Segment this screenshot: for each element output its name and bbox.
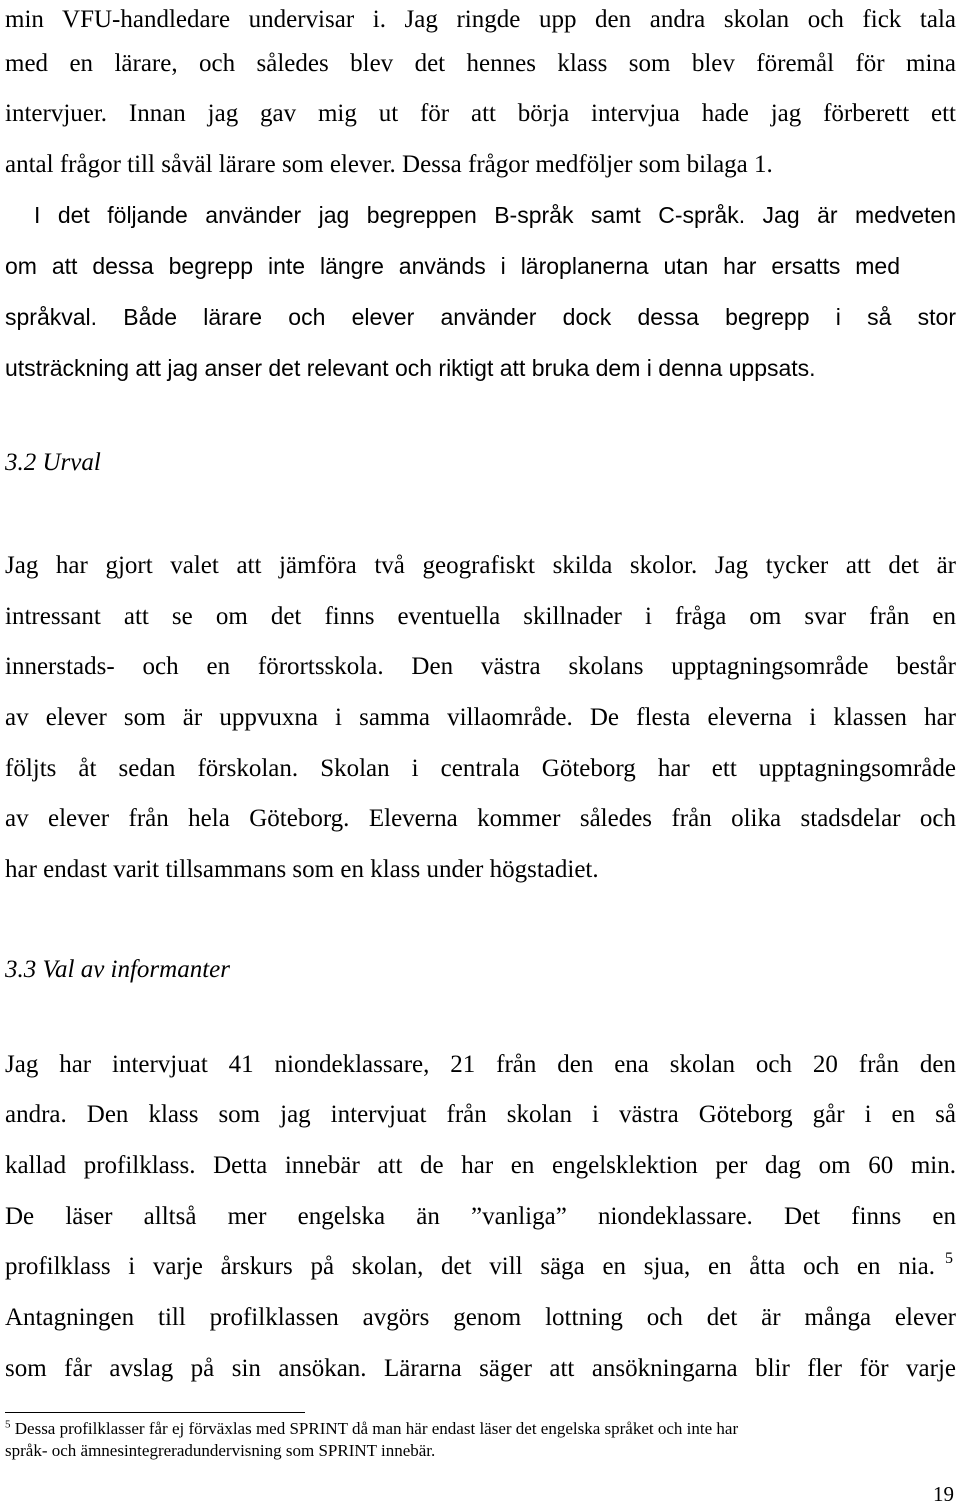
paragraph-line: profilklass i varje årskurs på skolan, det vill säga en sjua, en åtta och en nia. 5 [5, 1241, 956, 1292]
paragraph-line: utsträckning att jag anser det relevant och riktigt att bruka dem i denna uppsats. [5, 355, 816, 381]
section-heading: 3.2 Urval [5, 449, 101, 476]
footnote-line [5, 1418, 935, 1440]
paragraph-line: språkval. Både lärare och elever använder dock dessa begrepp i så stor [5, 304, 956, 330]
page-number: 19 [933, 1482, 954, 1506]
paragraph-line: Jag har gjort valet att jämföra två geografiskt skilda skolor. Jag tycker att det är [5, 552, 956, 579]
paragraph-line: min VFU-handledare undervisar i. Jag ringde upp den andra skolan och fick tala [5, 6, 956, 33]
paragraph-line: följts åt sedan förskolan. Skolan i centrala Göteborg har ett upptagningsområde [5, 755, 956, 782]
paragraph-line: intervjuer. Innan jag gav mig ut för att börja intervjua hade jag förberett ett [5, 100, 956, 127]
section-heading: 3.3 Val av informanter [5, 956, 230, 983]
paragraph-line: Jag har intervjuat 41 niondeklassare, 21 från den ena skolan och 20 från den [5, 1051, 956, 1078]
paragraph-line-text: profilklass i varje årskurs på skolan, det vill säga en sjua, en åtta och en nia. [5, 1253, 935, 1280]
paragraph-line: har endast varit tillsammans som en klass under högstadiet. [5, 856, 599, 883]
paragraph-line: kallad profilklass. Detta innebär att de har en engelsklektion per dag om 60 min. [5, 1152, 956, 1179]
paragraph-line: andra. Den klass som jag intervjuat från skolan i västra Göteborg går i en så [5, 1101, 956, 1128]
paragraph-line: av elever som är uppvuxna i samma villaområde. De flesta eleverna i klassen har [5, 704, 956, 731]
footnote-marker: 5 [5, 1418, 11, 1431]
paragraph-line: om att dessa begrepp inte längre används i läroplanerna utan har ersatts med [5, 253, 900, 279]
paragraph-line: innerstads- och en förortsskola. Den västra skolans upptagningsområde består [5, 653, 956, 680]
paragraph-line: av elever från hela Göteborg. Eleverna kommer således från olika stadsdelar och [5, 805, 956, 832]
paragraph-line: De läser alltså mer engelska än ”vanliga” niondeklassare. Det finns en [5, 1203, 956, 1230]
footnote [5, 1418, 935, 1462]
paragraph-line: I det följande använder jag begreppen B-språk samt C-språk. Jag är medveten [34, 202, 956, 228]
footnote-text: Dessa profilklasser får ej förväxlas med SPRINT då man här endast läser det engelska språket och inte har [14, 1419, 739, 1438]
paragraph-line: som får avslag på sin ansökan. Lärarna säger att ansökningarna blir fler för varje [5, 1355, 956, 1382]
paragraph-line: antal frågor till såväl lärare som elever. Dessa frågor medföljer som bilaga 1. [5, 151, 773, 178]
paragraph-line: Antagningen till profilklassen avgörs genom lottning och det är många elever [5, 1304, 956, 1331]
footnote-line: språk- och ämnesintegreradundervisning som SPRINT innebär. [5, 1441, 436, 1460]
footnote-divider [5, 1412, 305, 1413]
paragraph-line: med en lärare, och således blev det hennes klass som blev föremål för mina [5, 50, 956, 77]
paragraph-line: intressant att se om det finns eventuella skillnader i fråga om svar från en [5, 603, 956, 630]
